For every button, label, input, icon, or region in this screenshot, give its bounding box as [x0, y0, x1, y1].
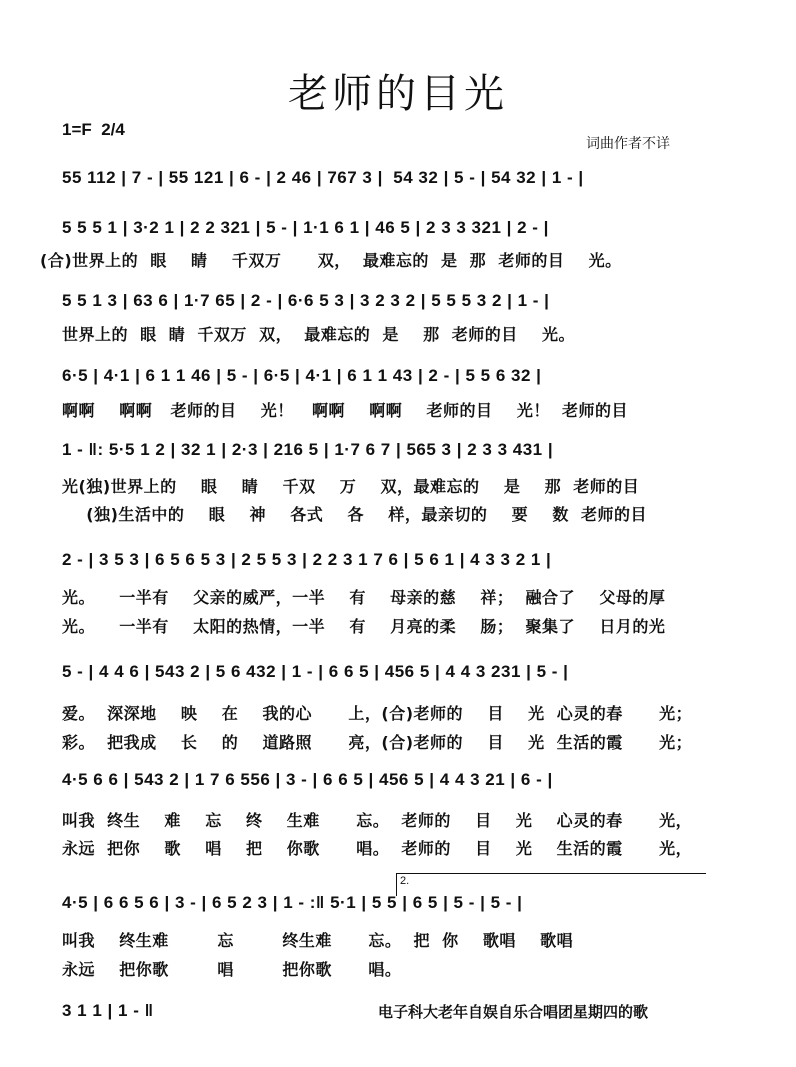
footer-text: 电子科大老年自娱自乐合唱团星期四的歌 [378, 1003, 649, 1021]
lyric-line: 光。 一半有 父亲的威严，一半 有 母亲的慈 祥； 融合了 父母的厚 [62, 588, 666, 607]
notation-row: 2 - | 3 5 3 | 6 5 6 5 3 | 2 5 5 3 | 2 2 3 1 7 6 | 5 6 1 | 4 3 3 2 1 | [62, 550, 552, 569]
lyric-line: (合)世界上的 眼 睛 千双万 双， 最难忘的 是 那 老师的目 光。 [40, 251, 622, 270]
notation-row: 5 5 5 1 | 3·2 1 | 2 2 321 | 5 - | 1·1 6 1 | 46 5 | 2 3 3 321 | 2 - | [62, 218, 549, 237]
lyric-line: 世界上的 眼 睛 千双万 双， 最难忘的 是 那 老师的目 光。 [62, 325, 576, 344]
lyric-line: (独)生活中的 眼 神 各式 各 样，最亲切的 要 数 老师的目 [62, 505, 648, 524]
notation-row: 5 - | 4 4 6 | 543 2 | 5 6 432 | 1 - | 6 6 5 | 456 5 | 4 4 3 231 | 5 - | [62, 662, 569, 681]
volta-label: 2. [400, 875, 410, 887]
notation-row: 55 112 | 7 - | 55 121 | 6 - | 2 46 | 767 3 | 54 32 | 5 - | 54 32 | 1 - | [62, 168, 584, 187]
lyric-line: 彩。 把我成 长 的 道路照 亮，(合)老师的 目 光 生活的霞 光； [62, 733, 693, 752]
lyric-line: 爱。 深深地 映 在 我的心 上，(合)老师的 目 光 心灵的春 光； [62, 704, 693, 723]
notation-row: 4·5 6 6 | 543 2 | 1 7 6 556 | 3 - | 6 6 5 | 456 5 | 4 4 3 21 | 6 - | [62, 770, 553, 789]
lyric-line: 永远 把你 歌 唱 把 你歌 唱。 老师的 目 光 生活的霞 光， [62, 839, 693, 858]
notation-row: 5 5 1 3 | 63 6 | 1·7 65 | 2 - | 6·6 5 3 | 3 2 3 2 | 5 5 5 3 2 | 1 - | [62, 291, 550, 310]
notation-row: 4·5 | 6 6 5 6 | 3 - | 6 5 2 3 | 1 - :‖ 5·1 | 5 5 | 6 5 | 5 - | 5 - | [62, 893, 523, 912]
key-signature: 1=F 2/4 [62, 120, 125, 139]
notation-row: 6·5 | 4·1 | 6 1 1 46 | 5 - | 6·5 | 4·1 | 6 1 1 43 | 2 - | 5 5 6 32 | [62, 366, 542, 385]
notation-row: 3 1 1 | 1 - ‖ [62, 1001, 154, 1020]
song-title: 老师的目光 [288, 71, 508, 117]
volta-bracket [396, 873, 706, 874]
notation-row: 1 - ‖: 5·5 1 2 | 32 1 | 2·3 | 216 5 | 1·7 6 7 | 565 3 | 2 3 3 431 | [62, 440, 554, 459]
credit-text: 词曲作者不详 [586, 136, 670, 152]
lyric-line: 光(独)世界上的 眼 睛 千双 万 双，最难忘的 是 那 老师的目 [62, 477, 640, 496]
lyric-line: 光。 一半有 太阳的热情，一半 有 月亮的柔 肠； 聚集了 日月的光 [62, 617, 666, 636]
lyric-line: 叫我 终生 难 忘 终 生难 忘。 老师的 目 光 心灵的春 光， [62, 811, 693, 830]
lyric-line: 叫我 终生难 忘 终生难 忘。 把 你 歌唱 歌唱 [62, 931, 574, 950]
lyric-line: 永远 把你歌 唱 把你歌 唱。 [62, 960, 402, 979]
lyric-line: 啊啊 啊啊 老师的目 光！ 啊啊 啊啊 老师的目 光！ 老师的目 [62, 401, 628, 420]
